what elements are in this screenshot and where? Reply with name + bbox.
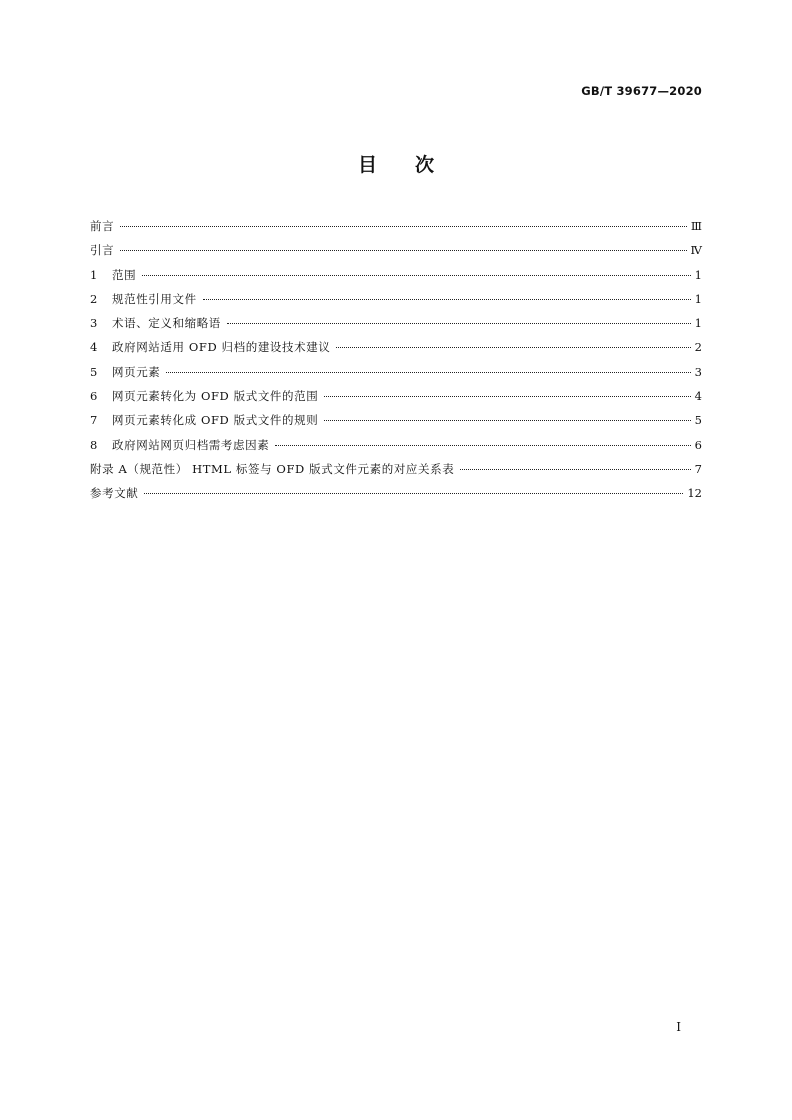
toc-entry-label: 网页元素 (112, 364, 161, 379)
toc-entry-number: 4 (90, 340, 98, 355)
toc-entry-7[interactable] (90, 408, 702, 432)
toc-entry-number: 2 (90, 291, 98, 306)
page-title-left: 目 (357, 154, 377, 176)
toc-entry-appendix-a[interactable] (90, 457, 702, 481)
toc-entry-page: Ⅲ (690, 219, 702, 233)
toc-entry-page: 4 (694, 389, 702, 404)
toc-entry-number: 6 (90, 389, 98, 404)
toc-entry-page: 2 (694, 340, 702, 355)
page-title-right: 次 (415, 154, 435, 176)
toc-entry-page: 6 (694, 437, 702, 452)
toc-entry-label: 术语、定义和缩略语 (112, 316, 221, 331)
toc-entry-number: 3 (90, 316, 98, 331)
toc-entry-4[interactable] (90, 335, 702, 359)
toc-entry-2[interactable] (90, 287, 702, 311)
toc-entry-number: 7 (90, 413, 98, 428)
toc-entry-label: 参考文献 (90, 486, 139, 501)
toc-entry-number: 8 (90, 437, 98, 452)
toc-entry-number: 5 (90, 364, 98, 379)
toc-leader-dots (166, 372, 690, 373)
toc-entry-page: 1 (694, 267, 702, 282)
toc-leader-dots (227, 323, 691, 324)
toc-entry-label: 规范性引用文件 (112, 291, 197, 306)
toc-entry-page: 7 (694, 461, 702, 476)
toc-entry-label: 引言 (90, 243, 115, 258)
toc-leader-dots (142, 275, 690, 276)
toc-leader-dots (120, 250, 686, 251)
toc-leader-dots (203, 299, 691, 300)
toc-leader-dots (144, 493, 683, 494)
toc-entry-foreword[interactable] (90, 214, 702, 238)
page-title (0, 150, 792, 177)
toc-entry-label: 前言 (90, 219, 115, 233)
toc-entry-page: 1 (694, 316, 702, 331)
toc-entry-label: 网页元素转化成 OFD 版式文件的规则 (112, 413, 319, 428)
toc-leader-dots (324, 396, 690, 397)
toc-entry-page: 5 (694, 413, 702, 428)
toc-entry-number: 1 (90, 267, 98, 282)
page-number: I (676, 1020, 681, 1034)
toc-entry-page: Ⅳ (690, 243, 702, 258)
toc-entry-3[interactable] (90, 311, 702, 335)
toc-entry-page: 12 (687, 486, 702, 501)
toc-leader-dots (120, 226, 687, 227)
toc-entry-6[interactable] (90, 384, 702, 408)
toc-leader-dots (275, 445, 690, 446)
toc-entry-5[interactable] (90, 360, 702, 384)
toc-entry-page: 1 (694, 291, 702, 306)
toc-entry-bibliography[interactable] (90, 481, 702, 505)
toc-entry-label: 网页元素转化为 OFD 版式文件的范围 (112, 389, 319, 404)
toc-entry-1[interactable] (90, 263, 702, 287)
toc-entry-label: 政府网站网页归档需考虑因素 (112, 437, 270, 452)
toc-entry-8[interactable] (90, 433, 702, 457)
toc-entry-page: 3 (694, 364, 702, 379)
toc-leader-dots (460, 469, 690, 470)
toc-leader-dots (324, 420, 690, 421)
table-of-contents (90, 214, 702, 506)
toc-entry-label: 附录 A（规范性） HTML 标签与 OFD 版式文件元素的对应关系表 (90, 461, 455, 476)
toc-entry-label: 范围 (112, 267, 137, 282)
toc-leader-dots (336, 347, 690, 348)
toc-entry-introduction[interactable] (90, 238, 702, 262)
standard-code: GB/T 39677—2020 (581, 84, 702, 98)
toc-entry-label: 政府网站适用 OFD 归档的建设技术建议 (112, 340, 331, 355)
